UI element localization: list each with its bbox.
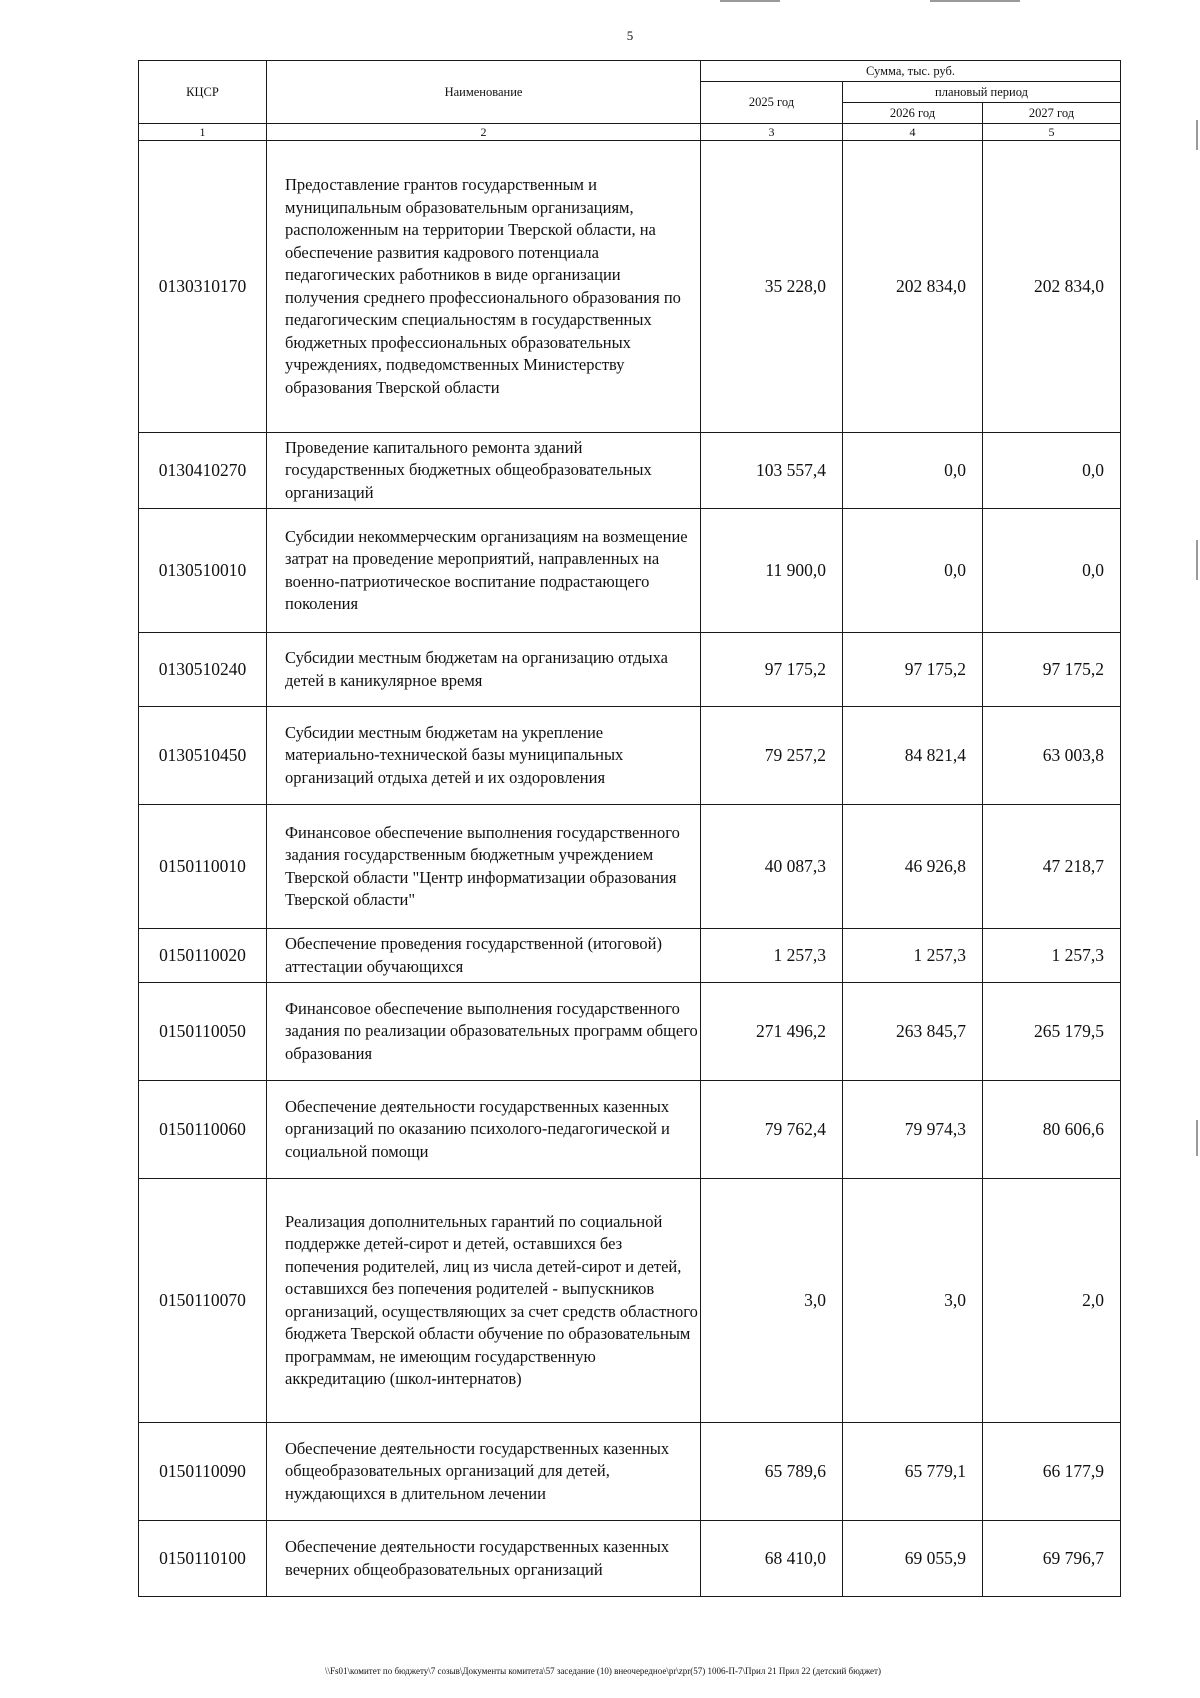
row-code: 0130410270 [139, 433, 267, 509]
row-name: Субсидии местным бюджетам на укрепление материально-технической базы муниципальных организаций отдыха детей и их оздоровления [267, 707, 701, 805]
header-row-1 [139, 61, 1121, 82]
row-amount-2025: 79 257,2 [701, 707, 843, 805]
table-row [139, 633, 1121, 707]
row-amount-2027: 265 179,5 [983, 983, 1121, 1081]
row-amount-2027: 80 606,6 [983, 1081, 1121, 1179]
table-row [139, 1521, 1121, 1597]
row-amount-2027: 63 003,8 [983, 707, 1121, 805]
scan-top-mark [720, 0, 780, 2]
row-name: Обеспечение деятельности государственных казенных вечерних общеобразовательных организаций [267, 1521, 701, 1597]
footer-file-path: \\Fs01\комитет по бюджету\7 созыв\Документы комитета\57 заседание (10) внеочередное\pr\zpr(57) 1006-П-7\Прил 21 Прил 22 (детский бюджет) [325, 1666, 881, 1676]
row-code: 0150110070 [139, 1179, 267, 1423]
table-row [139, 141, 1121, 433]
table-row [139, 509, 1121, 633]
row-name: Обеспечение проведения государственной (итоговой) аттестации обучающихся [267, 929, 701, 983]
row-amount-2025: 35 228,0 [701, 141, 843, 433]
row-amount-2025: 11 900,0 [701, 509, 843, 633]
row-amount-2026: 84 821,4 [843, 707, 983, 805]
table-row [139, 1423, 1121, 1521]
row-code: 0130510450 [139, 707, 267, 805]
row-amount-2027: 69 796,7 [983, 1521, 1121, 1597]
table-row [139, 433, 1121, 509]
header-name: Наименование [267, 61, 701, 124]
column-number-5: 5 [983, 124, 1121, 141]
row-name: Финансовое обеспечение выполнения государственного задания по реализации образовательных программ общего образования [267, 983, 701, 1081]
row-code: 0150110050 [139, 983, 267, 1081]
row-code: 0130310170 [139, 141, 267, 433]
row-amount-2025: 1 257,3 [701, 929, 843, 983]
row-amount-2027: 1 257,3 [983, 929, 1121, 983]
row-amount-2027: 47 218,7 [983, 805, 1121, 929]
row-code: 0150110060 [139, 1081, 267, 1179]
scan-top-mark [930, 0, 1020, 2]
table-row [139, 707, 1121, 805]
row-code: 0150110090 [139, 1423, 267, 1521]
column-number-row [139, 124, 1121, 141]
row-amount-2026: 97 175,2 [843, 633, 983, 707]
row-name: Финансовое обеспечение выполнения государственного задания государственным бюджетным учреждением Тверской области "Центр информатизации образования Тверской области" [267, 805, 701, 929]
row-amount-2027: 97 175,2 [983, 633, 1121, 707]
row-amount-2027: 66 177,9 [983, 1423, 1121, 1521]
row-name: Обеспечение деятельности государственных казенных организаций по оказанию психолого-педагогической и социальной помощи [267, 1081, 701, 1179]
row-amount-2025: 40 087,3 [701, 805, 843, 929]
row-code: 0130510240 [139, 633, 267, 707]
table-row [139, 929, 1121, 983]
column-number-3: 3 [701, 124, 843, 141]
row-amount-2025: 3,0 [701, 1179, 843, 1423]
header-planned-period: плановый период [843, 82, 1121, 103]
header-year-2025: 2025 год [701, 82, 843, 124]
row-code: 0150110100 [139, 1521, 267, 1597]
header-year-2027: 2027 год [983, 103, 1121, 124]
row-code: 0150110020 [139, 929, 267, 983]
scan-edge-mark [1196, 540, 1198, 580]
row-amount-2027: 0,0 [983, 433, 1121, 509]
column-number-1: 1 [139, 124, 267, 141]
row-amount-2026: 65 779,1 [843, 1423, 983, 1521]
row-amount-2026: 202 834,0 [843, 141, 983, 433]
table-row [139, 805, 1121, 929]
scan-edge-mark [1196, 1120, 1198, 1156]
header-sum: Сумма, тыс. руб. [701, 61, 1121, 82]
row-name: Проведение капитального ремонта зданий государственных бюджетных общеобразовательных организаций [267, 433, 701, 509]
row-amount-2026: 0,0 [843, 509, 983, 633]
row-amount-2026: 69 055,9 [843, 1521, 983, 1597]
row-amount-2025: 65 789,6 [701, 1423, 843, 1521]
table-row [139, 983, 1121, 1081]
column-number-4: 4 [843, 124, 983, 141]
page-number: 5 [626, 28, 634, 43]
table-row [139, 1081, 1121, 1179]
budget-table [138, 60, 1121, 1597]
row-code: 0130510010 [139, 509, 267, 633]
row-name: Субсидии местным бюджетам на организацию отдыха детей в каникулярное время [267, 633, 701, 707]
column-number-2: 2 [267, 124, 701, 141]
row-amount-2026: 79 974,3 [843, 1081, 983, 1179]
row-amount-2027: 0,0 [983, 509, 1121, 633]
row-amount-2025: 68 410,0 [701, 1521, 843, 1597]
row-amount-2026: 263 845,7 [843, 983, 983, 1081]
row-amount-2027: 202 834,0 [983, 141, 1121, 433]
row-amount-2026: 1 257,3 [843, 929, 983, 983]
row-name: Обеспечение деятельности государственных казенных общеобразовательных организаций для детей, нуждающихся в длительном лечении [267, 1423, 701, 1521]
table-row [139, 1179, 1121, 1423]
row-amount-2026: 0,0 [843, 433, 983, 509]
row-amount-2026: 3,0 [843, 1179, 983, 1423]
row-amount-2025: 103 557,4 [701, 433, 843, 509]
header-year-2026: 2026 год [843, 103, 983, 124]
row-name: Реализация дополнительных гарантий по социальной поддержке детей-сирот и детей, оставшихся без попечения родителей, лиц из числа детей-сирот и детей, оставшихся без попечения родителей - выпускников организаций, осуществляющих за счет средств областного бюджета Тверской области обучение по образовательным программам, не имеющим государственную аккредитацию (школ-интернатов) [267, 1179, 701, 1423]
row-amount-2025: 97 175,2 [701, 633, 843, 707]
row-name: Предоставление грантов государственным и муниципальным образовательным организациям, расположенным на территории Тверской области, на обеспечение развития кадрового потенциала педагогических работников в виде организации получения среднего профессионального образования по педагогическим специальностям в государственных бюджетных профессиональных образовательных учреждениях, подведомственных Министерству образования Тверской области [267, 141, 701, 433]
scan-edge-mark [1196, 120, 1198, 150]
row-amount-2025: 271 496,2 [701, 983, 843, 1081]
row-amount-2027: 2,0 [983, 1179, 1121, 1423]
row-amount-2025: 79 762,4 [701, 1081, 843, 1179]
row-amount-2026: 46 926,8 [843, 805, 983, 929]
row-name: Субсидии некоммерческим организациям на возмещение затрат на проведение мероприятий, направленных на военно-патриотическое воспитание подрастающего поколения [267, 509, 701, 633]
header-kcsr: КЦСР [139, 61, 267, 124]
row-code: 0150110010 [139, 805, 267, 929]
